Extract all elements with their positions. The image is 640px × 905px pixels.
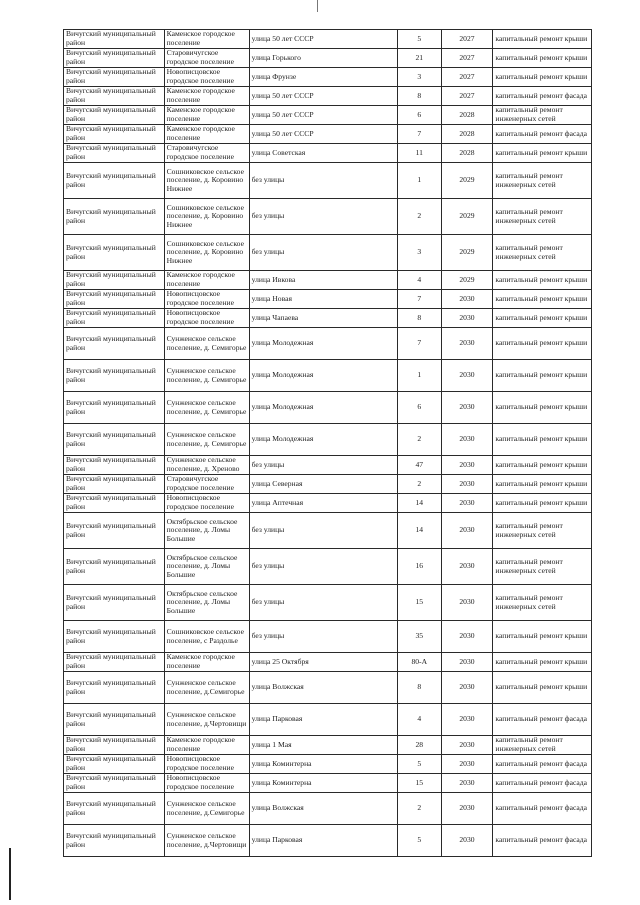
work-type-cell: капитальный ремонт крыши: [493, 621, 592, 653]
work-type-cell: капитальный ремонт инженерных сетей: [493, 163, 592, 199]
work-type-cell: капитальный ремонт крыши: [493, 392, 592, 424]
work-type-cell: капитальный ремонт инженерных сетей: [493, 513, 592, 549]
street-cell: улица Волжская: [249, 672, 397, 704]
table-row: [64, 328, 592, 360]
street-cell: улица Горького: [249, 49, 397, 68]
year-cell: 2030: [441, 392, 493, 424]
house-number-cell: 8: [397, 309, 441, 328]
house-number-cell: 7: [397, 328, 441, 360]
table-row: [64, 475, 592, 494]
repair-schedule-table: [63, 29, 592, 857]
scan-mark-left: [9, 848, 11, 900]
work-type-cell: капитальный ремонт инженерных сетей: [493, 199, 592, 235]
settlement-cell: Новописцовское городское поселение: [164, 68, 249, 87]
table-row: [64, 290, 592, 309]
settlement-cell: Октябрьское сельское поселение, д. Ломы Большие: [164, 549, 249, 585]
year-cell: 2029: [441, 199, 493, 235]
year-cell: 2030: [441, 494, 493, 513]
table-row: [64, 585, 592, 621]
year-cell: 2030: [441, 360, 493, 392]
year-cell: 2029: [441, 235, 493, 271]
street-cell: улица Парковая: [249, 704, 397, 736]
settlement-cell: Старовичугское городское поселение: [164, 475, 249, 494]
street-cell: улица Коминтерна: [249, 774, 397, 793]
district-cell: Вичугский муниципальный район: [64, 199, 165, 235]
settlement-cell: Сошниковское сельское поселение, с Раздолье: [164, 621, 249, 653]
settlement-cell: Каменское городское поселение: [164, 106, 249, 125]
work-type-cell: капитальный ремонт фасада: [493, 793, 592, 825]
year-cell: 2030: [441, 424, 493, 456]
district-cell: Вичугский муниципальный район: [64, 328, 165, 360]
work-type-cell: капитальный ремонт крыши: [493, 68, 592, 87]
district-cell: Вичугский муниципальный район: [64, 87, 165, 106]
work-type-cell: капитальный ремонт крыши: [493, 672, 592, 704]
street-cell: без улицы: [249, 235, 397, 271]
house-number-cell: 15: [397, 585, 441, 621]
table-row: [64, 163, 592, 199]
street-cell: улица Парковая: [249, 825, 397, 857]
district-cell: Вичугский муниципальный район: [64, 235, 165, 271]
table-row: [64, 106, 592, 125]
table-row: [64, 87, 592, 106]
year-cell: 2029: [441, 271, 493, 290]
street-cell: улица 50 лет СССР: [249, 125, 397, 144]
house-number-cell: 28: [397, 736, 441, 755]
settlement-cell: Сунженское сельское поселение, д. Семигорье: [164, 360, 249, 392]
street-cell: улица Аптечная: [249, 494, 397, 513]
table-row: [64, 49, 592, 68]
street-cell: без улицы: [249, 513, 397, 549]
district-cell: Вичугский муниципальный район: [64, 360, 165, 392]
work-type-cell: капитальный ремонт крыши: [493, 144, 592, 163]
table-row: [64, 360, 592, 392]
house-number-cell: 16: [397, 549, 441, 585]
table-row: [64, 144, 592, 163]
settlement-cell: Сунженское сельское поселение, д. Семигорье: [164, 424, 249, 456]
street-cell: без улицы: [249, 549, 397, 585]
table-row: [64, 774, 592, 793]
work-type-cell: капитальный ремонт крыши: [493, 494, 592, 513]
table-row: [64, 125, 592, 144]
house-number-cell: 14: [397, 494, 441, 513]
house-number-cell: 2: [397, 424, 441, 456]
house-number-cell: 4: [397, 704, 441, 736]
district-cell: Вичугский муниципальный район: [64, 774, 165, 793]
table-row: [64, 235, 592, 271]
work-type-cell: капитальный ремонт фасада: [493, 704, 592, 736]
house-number-cell: 2: [397, 793, 441, 825]
street-cell: улица Молодежная: [249, 328, 397, 360]
year-cell: 2030: [441, 621, 493, 653]
table-row: [64, 793, 592, 825]
table-body: [64, 30, 592, 857]
settlement-cell: Сошниковское сельское поселение, д. Коровино Нижнее: [164, 163, 249, 199]
house-number-cell: 7: [397, 290, 441, 309]
district-cell: Вичугский муниципальный район: [64, 271, 165, 290]
year-cell: 2030: [441, 585, 493, 621]
work-type-cell: капитальный ремонт крыши: [493, 328, 592, 360]
work-type-cell: капитальный ремонт крыши: [493, 360, 592, 392]
house-number-cell: 5: [397, 755, 441, 774]
street-cell: улица 50 лет СССР: [249, 87, 397, 106]
street-cell: без улицы: [249, 621, 397, 653]
street-cell: улица 25 Октября: [249, 653, 397, 672]
year-cell: 2027: [441, 68, 493, 87]
table-row: [64, 653, 592, 672]
table-row: [64, 392, 592, 424]
work-type-cell: капитальный ремонт крыши: [493, 271, 592, 290]
table-row: [64, 424, 592, 456]
district-cell: Вичугский муниципальный район: [64, 621, 165, 653]
house-number-cell: 7: [397, 125, 441, 144]
house-number-cell: 47: [397, 456, 441, 475]
work-type-cell: капитальный ремонт инженерных сетей: [493, 549, 592, 585]
work-type-cell: капитальный ремонт крыши: [493, 456, 592, 475]
year-cell: 2029: [441, 163, 493, 199]
house-number-cell: 5: [397, 825, 441, 857]
table-row: [64, 199, 592, 235]
street-cell: улица Молодежная: [249, 360, 397, 392]
year-cell: 2030: [441, 672, 493, 704]
house-number-cell: 80-А: [397, 653, 441, 672]
street-cell: улица Ивкова: [249, 271, 397, 290]
district-cell: Вичугский муниципальный район: [64, 736, 165, 755]
house-number-cell: 21: [397, 49, 441, 68]
settlement-cell: Старовичугское городское поселение: [164, 144, 249, 163]
year-cell: 2030: [441, 549, 493, 585]
year-cell: 2030: [441, 290, 493, 309]
table-row: [64, 736, 592, 755]
work-type-cell: капитальный ремонт крыши: [493, 475, 592, 494]
settlement-cell: Новописцовское городское поселение: [164, 494, 249, 513]
table-row: [64, 549, 592, 585]
year-cell: 2030: [441, 704, 493, 736]
street-cell: без улицы: [249, 456, 397, 475]
street-cell: без улицы: [249, 585, 397, 621]
house-number-cell: 3: [397, 235, 441, 271]
district-cell: Вичугский муниципальный район: [64, 704, 165, 736]
year-cell: 2030: [441, 755, 493, 774]
house-number-cell: 11: [397, 144, 441, 163]
settlement-cell: Сунженское сельское поселение, д.Семигорье: [164, 672, 249, 704]
table-row: [64, 513, 592, 549]
work-type-cell: капитальный ремонт крыши: [493, 424, 592, 456]
settlement-cell: Сунженское сельское поселение, д.Чертовищи: [164, 825, 249, 857]
street-cell: улица Фрунзе: [249, 68, 397, 87]
settlement-cell: Каменское городское поселение: [164, 30, 249, 49]
work-type-cell: капитальный ремонт инженерных сетей: [493, 736, 592, 755]
street-cell: улица Коминтерна: [249, 755, 397, 774]
house-number-cell: 5: [397, 30, 441, 49]
work-type-cell: капитальный ремонт крыши: [493, 653, 592, 672]
district-cell: Вичугский муниципальный район: [64, 475, 165, 494]
district-cell: Вичугский муниципальный район: [64, 424, 165, 456]
street-cell: без улицы: [249, 199, 397, 235]
year-cell: 2030: [441, 774, 493, 793]
street-cell: улица Новая: [249, 290, 397, 309]
district-cell: Вичугский муниципальный район: [64, 144, 165, 163]
year-cell: 2030: [441, 736, 493, 755]
settlement-cell: Каменское городское поселение: [164, 271, 249, 290]
settlement-cell: Каменское городское поселение: [164, 125, 249, 144]
year-cell: 2027: [441, 87, 493, 106]
settlement-cell: Сошниковское сельское поселение, д. Коровино Нижнее: [164, 199, 249, 235]
settlement-cell: Каменское городское поселение: [164, 87, 249, 106]
year-cell: 2030: [441, 456, 493, 475]
work-type-cell: капитальный ремонт крыши: [493, 30, 592, 49]
settlement-cell: Сунженское сельское поселение, д.Чертовищи: [164, 704, 249, 736]
street-cell: без улицы: [249, 163, 397, 199]
settlement-cell: Новописцовское городское поселение: [164, 309, 249, 328]
work-type-cell: капитальный ремонт крыши: [493, 309, 592, 328]
district-cell: Вичугский муниципальный район: [64, 106, 165, 125]
house-number-cell: 6: [397, 106, 441, 125]
year-cell: 2030: [441, 653, 493, 672]
district-cell: Вичугский муниципальный район: [64, 309, 165, 328]
street-cell: улица Молодежная: [249, 424, 397, 456]
year-cell: 2030: [441, 513, 493, 549]
year-cell: 2030: [441, 328, 493, 360]
district-cell: Вичугский муниципальный район: [64, 456, 165, 475]
scan-mark-top: [317, 0, 318, 12]
street-cell: улица Чапаева: [249, 309, 397, 328]
table-row: [64, 704, 592, 736]
district-cell: Вичугский муниципальный район: [64, 163, 165, 199]
work-type-cell: капитальный ремонт инженерных сетей: [493, 585, 592, 621]
table-row: [64, 755, 592, 774]
district-cell: Вичугский муниципальный район: [64, 653, 165, 672]
work-type-cell: капитальный ремонт крыши: [493, 49, 592, 68]
house-number-cell: 2: [397, 199, 441, 235]
settlement-cell: Сунженское сельское поселение, д. Семигорье: [164, 392, 249, 424]
street-cell: улица 50 лет СССР: [249, 106, 397, 125]
district-cell: Вичугский муниципальный район: [64, 392, 165, 424]
house-number-cell: 8: [397, 87, 441, 106]
year-cell: 2028: [441, 125, 493, 144]
street-cell: улица Молодежная: [249, 392, 397, 424]
table-row: [64, 68, 592, 87]
year-cell: 2030: [441, 793, 493, 825]
work-type-cell: капитальный ремонт фасада: [493, 825, 592, 857]
street-cell: улица Волжская: [249, 793, 397, 825]
year-cell: 2030: [441, 309, 493, 328]
work-type-cell: капитальный ремонт фасада: [493, 125, 592, 144]
district-cell: Вичугский муниципальный район: [64, 549, 165, 585]
district-cell: Вичугский муниципальный район: [64, 68, 165, 87]
table-row: [64, 309, 592, 328]
settlement-cell: Сунженское сельское поселение, д. Семигорье: [164, 328, 249, 360]
work-type-cell: капитальный ремонт фасада: [493, 755, 592, 774]
settlement-cell: Новописцовское городское поселение: [164, 774, 249, 793]
table-row: [64, 621, 592, 653]
house-number-cell: 15: [397, 774, 441, 793]
district-cell: Вичугский муниципальный район: [64, 30, 165, 49]
house-number-cell: 1: [397, 163, 441, 199]
district-cell: Вичугский муниципальный район: [64, 49, 165, 68]
year-cell: 2027: [441, 30, 493, 49]
house-number-cell: 3: [397, 68, 441, 87]
table-row: [64, 672, 592, 704]
street-cell: улица Советская: [249, 144, 397, 163]
district-cell: Вичугский муниципальный район: [64, 494, 165, 513]
work-type-cell: капитальный ремонт инженерных сетей: [493, 106, 592, 125]
settlement-cell: Сунженское сельское поселение, д.Семигорье: [164, 793, 249, 825]
year-cell: 2030: [441, 475, 493, 494]
table-row: [64, 30, 592, 49]
settlement-cell: Сошниковское сельское поселение, д. Коровино Нижнее: [164, 235, 249, 271]
work-type-cell: капитальный ремонт фасада: [493, 87, 592, 106]
settlement-cell: Каменское городское поселение: [164, 736, 249, 755]
district-cell: Вичугский муниципальный район: [64, 125, 165, 144]
settlement-cell: Старовичугское городское поселение: [164, 49, 249, 68]
table-row: [64, 271, 592, 290]
year-cell: 2028: [441, 144, 493, 163]
settlement-cell: Каменское городское поселение: [164, 653, 249, 672]
table-row: [64, 825, 592, 857]
settlement-cell: Октябрьское сельское поселение, д. Ломы Большие: [164, 513, 249, 549]
work-type-cell: капитальный ремонт фасада: [493, 774, 592, 793]
district-cell: Вичугский муниципальный район: [64, 672, 165, 704]
district-cell: Вичугский муниципальный район: [64, 825, 165, 857]
work-type-cell: капитальный ремонт крыши: [493, 290, 592, 309]
street-cell: улица 50 лет СССР: [249, 30, 397, 49]
year-cell: 2030: [441, 825, 493, 857]
settlement-cell: Октябрьское сельское поселение, д. Ломы Большие: [164, 585, 249, 621]
district-cell: Вичугский муниципальный район: [64, 290, 165, 309]
house-number-cell: 1: [397, 360, 441, 392]
house-number-cell: 14: [397, 513, 441, 549]
street-cell: улица Северная: [249, 475, 397, 494]
house-number-cell: 2: [397, 475, 441, 494]
table-row: [64, 494, 592, 513]
district-cell: Вичугский муниципальный район: [64, 755, 165, 774]
house-number-cell: 8: [397, 672, 441, 704]
district-cell: Вичугский муниципальный район: [64, 513, 165, 549]
house-number-cell: 35: [397, 621, 441, 653]
house-number-cell: 6: [397, 392, 441, 424]
year-cell: 2028: [441, 106, 493, 125]
settlement-cell: Новописцовское городское поселение: [164, 290, 249, 309]
settlement-cell: Сунженское сельское поселение, д. Хреново: [164, 456, 249, 475]
street-cell: улица 1 Мая: [249, 736, 397, 755]
district-cell: Вичугский муниципальный район: [64, 585, 165, 621]
work-type-cell: капитальный ремонт инженерных сетей: [493, 235, 592, 271]
table-row: [64, 456, 592, 475]
settlement-cell: Новописцовское городское поселение: [164, 755, 249, 774]
house-number-cell: 4: [397, 271, 441, 290]
district-cell: Вичугский муниципальный район: [64, 793, 165, 825]
year-cell: 2027: [441, 49, 493, 68]
